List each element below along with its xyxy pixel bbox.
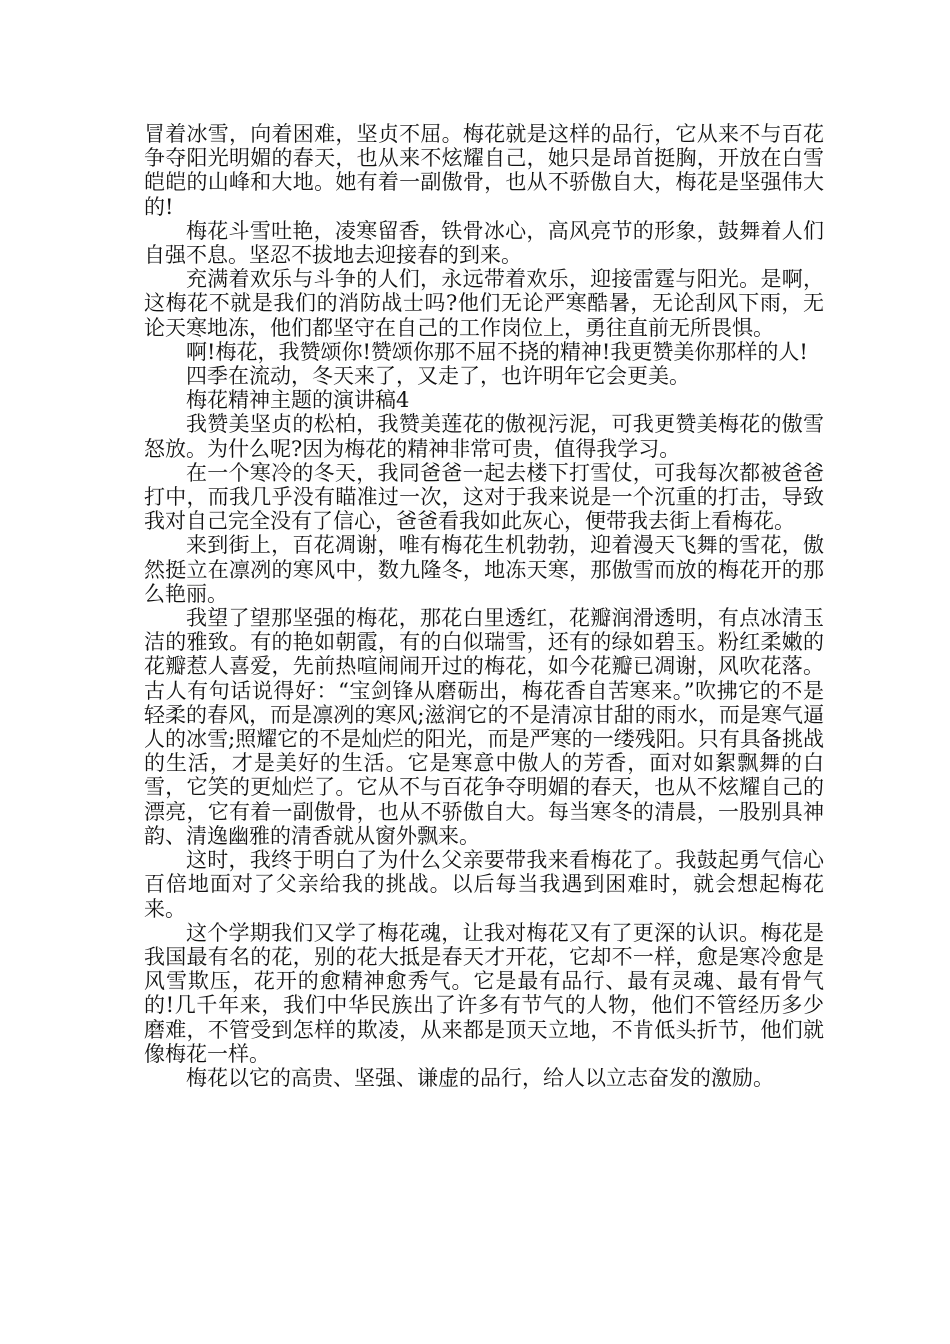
paragraph: 这时，我终于明白了为什么父亲要带我来看梅花了。我鼓起勇气信心百倍地面对了父亲给我的挑战。以后每当我遇到困难时，就会想起梅花来。	[144, 848, 824, 921]
paragraph: 在一个寒冷的冬天，我同爸爸一起去楼下打雪仗，可我每次都被爸爸打中，而我几乎没有瞄准过一次，这对于我来说是一个沉重的打击，导致我对自己完全没有了信心，爸爸看我如此灰心，便带我去街上看梅花。	[144, 460, 824, 534]
section-heading: 梅花精神主题的演讲稿4	[186, 388, 410, 413]
paragraph: 梅花以它的高贵、坚强、谦虚的品行，给人以立志奋发的激励。	[186, 1065, 774, 1090]
paragraph: 啊!梅花，我赞颂你!赞颂你那不屈不挠的精神!我更赞美你那样的人!	[186, 339, 808, 364]
paragraph: 四季在流动，冬天来了，又走了，也许明年它会更美。	[186, 364, 690, 389]
paragraph: 这个学期我们又学了梅花魂，让我对梅花又有了更深的认识。梅花是我国最有名的花，别的花大抵是春天才开花，它却不一样，愈是寒冷愈是风雪欺压，花开的愈精神愈秀气。它是最有品行、最有灵魂、最有骨气的!几千年来，我们中华民族出了许多有节气的人物，他们不管经历多少磨难，不管受到怎样的欺凌，从来都是顶天立地，不肯低头折节，他们就像梅花一样。	[144, 920, 824, 1066]
paragraph: 梅花斗雪吐艳，凌寒留香，铁骨冰心，高风亮节的形象，鼓舞着人们自强不息。坚忍不拔地去迎接春的到来。	[144, 218, 824, 268]
paragraph: 我望了望那坚强的梅花，那花白里透红，花瓣润滑透明，有点冰清玉洁的雅致。有的艳如朝霞，有的白似瑞雪，还有的绿如碧玉。粉红柔嫩的花瓣惹人喜爱，先前热喧闹闹开过的梅花，如今花瓣已凋谢，风吹花落。古人有句话说得好：“宝剑锋从磨砺出，梅花香自苦寒来。”吹拂它的不是轻柔的春风，而是凛冽的寒风;滋润它的不是清凉甘甜的雨水，而是寒气逼人的冰雪;照耀它的不是灿烂的阳光，而是严寒的一缕残阳。只有具备挑战的生活，才是美好的生活。它是寒意中傲人的芳香，面对如絮飘舞的白雪，它笑的更灿烂了。它从不与百花争夺明媚的春天，也从不炫耀自己的漂亮，它有着一副傲骨，也从不骄傲自大。每当寒冬的清晨，一股别具神韵、清逸幽雅的清香就从窗外飘来。	[144, 606, 824, 848]
paragraph: 我赞美坚贞的松柏，我赞美莲花的傲视污泥，可我更赞美梅花的傲雪怒放。为什么呢?因为梅花的精神非常可贵，值得我学习。	[144, 412, 824, 461]
document-page	[144, 122, 824, 1090]
paragraph: 来到街上，百花凋谢，唯有梅花生机勃勃，迎着漫天飞舞的雪花，傲然挺立在凛冽的寒风中，数九隆冬，地冻天寒，那傲雪而放的梅花开的那么艳丽。	[144, 533, 824, 606]
paragraph: 充满着欢乐与斗争的人们，永远带着欢乐，迎接雷霆与阳光。是啊，这梅花不就是我们的消防战士吗?他们无论严寒酷暑，无论刮风下雨，无论天寒地冻，他们都坚守在自己的工作岗位上，勇往直前无所畏惧。	[144, 267, 824, 340]
paragraph: 冒着冰雪，向着困难，坚贞不屈。梅花就是这样的品行，它从来不与百花争夺阳光明媚的春天，也从来不炫耀自己，她只是昂首挺胸，开放在白雪皑皑的山峰和大地。她有着一副傲骨，也从不骄傲自大，梅花是坚强伟大的!	[144, 122, 824, 219]
